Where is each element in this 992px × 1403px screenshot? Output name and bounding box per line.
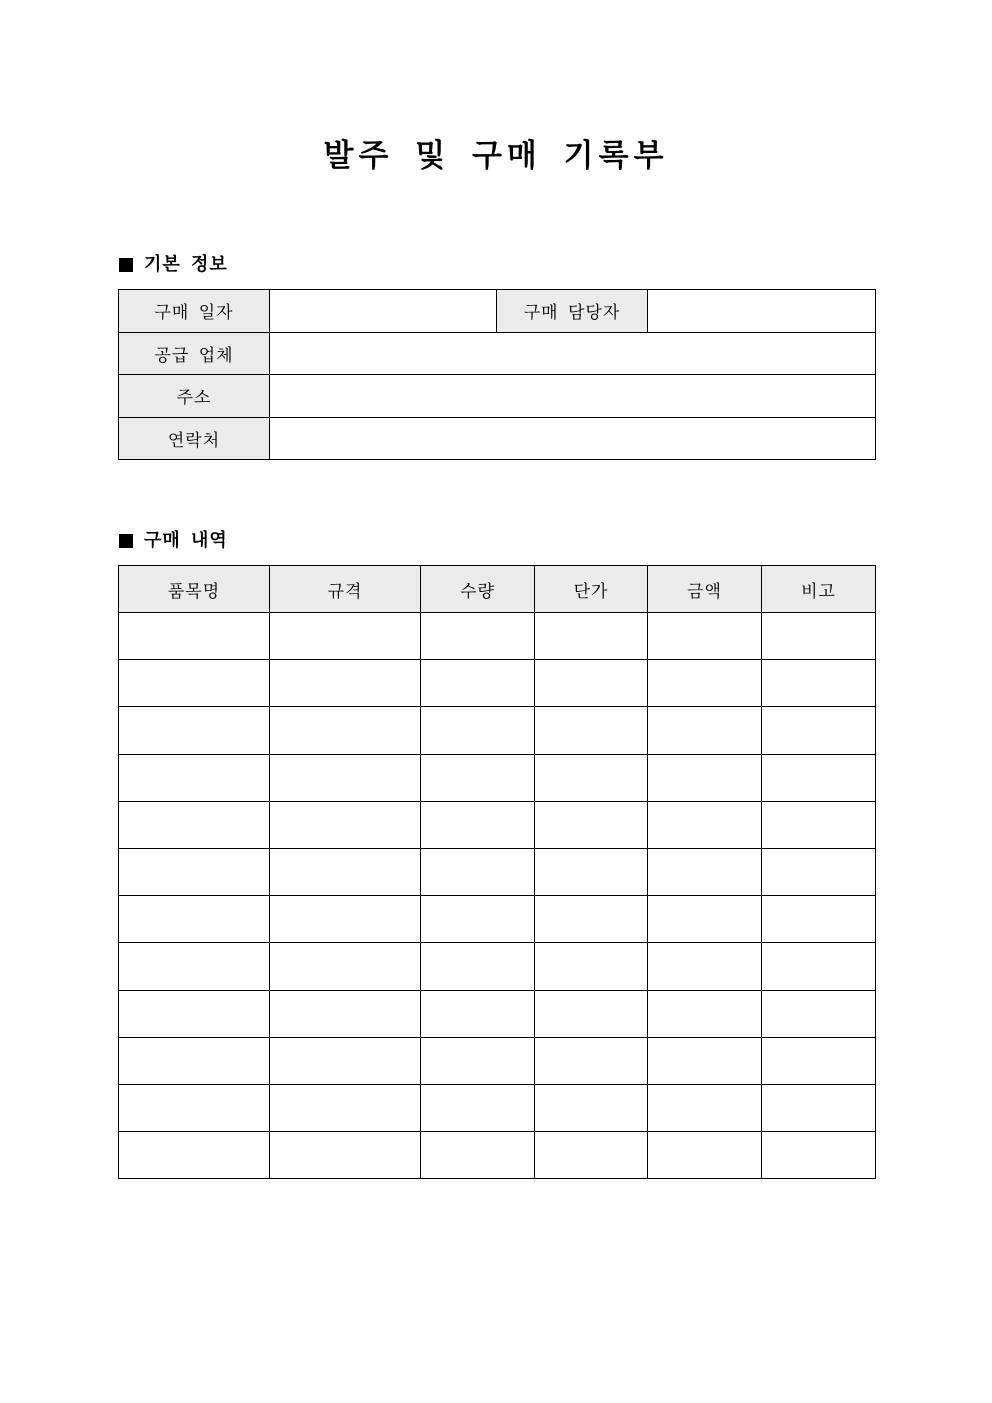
table-cell[interactable] xyxy=(421,754,535,801)
table-cell[interactable] xyxy=(119,896,270,943)
column-header-item-name: 품목명 xyxy=(119,566,270,613)
table-cell[interactable] xyxy=(421,660,535,707)
column-header-amount: 금액 xyxy=(648,566,762,613)
table-cell[interactable] xyxy=(762,990,876,1037)
purchase-details-table xyxy=(118,565,876,1179)
supplier-label: 공급 업체 xyxy=(119,332,270,375)
purchase-details-heading-label: 구매 내역 xyxy=(144,530,228,551)
table-cell[interactable] xyxy=(421,1132,535,1179)
table-cell[interactable] xyxy=(535,801,648,848)
table-row xyxy=(119,290,876,333)
table-cell[interactable] xyxy=(648,896,762,943)
supplier-field[interactable] xyxy=(270,332,876,375)
table-cell[interactable] xyxy=(648,1037,762,1084)
table-cell[interactable] xyxy=(270,943,421,990)
column-header-unit-price: 단가 xyxy=(535,566,648,613)
purchase-details-heading xyxy=(119,529,228,553)
table-cell[interactable] xyxy=(762,707,876,754)
table-cell[interactable] xyxy=(535,613,648,660)
table-cell[interactable] xyxy=(535,1084,648,1131)
table-row xyxy=(119,417,876,460)
table-row xyxy=(119,1037,876,1084)
table-cell[interactable] xyxy=(648,990,762,1037)
purchase-date-field[interactable] xyxy=(270,290,497,333)
table-cell[interactable] xyxy=(270,990,421,1037)
table-cell[interactable] xyxy=(270,613,421,660)
document-title: 발주 및 구매 기록부 xyxy=(323,138,669,174)
table-cell[interactable] xyxy=(119,1037,270,1084)
purchase-manager-field[interactable] xyxy=(648,290,876,333)
purchase-manager-label: 구매 담당자 xyxy=(497,290,648,333)
table-cell[interactable] xyxy=(762,896,876,943)
table-cell[interactable] xyxy=(119,801,270,848)
table-row xyxy=(119,896,876,943)
table-cell[interactable] xyxy=(119,660,270,707)
table-cell[interactable] xyxy=(762,660,876,707)
column-header-spec: 규격 xyxy=(270,566,421,613)
table-cell[interactable] xyxy=(270,754,421,801)
table-row xyxy=(119,332,876,375)
table-cell[interactable] xyxy=(648,1084,762,1131)
table-cell[interactable] xyxy=(421,990,535,1037)
table-cell[interactable] xyxy=(648,660,762,707)
address-label: 주소 xyxy=(119,375,270,418)
table-cell[interactable] xyxy=(762,1084,876,1131)
basic-info-heading xyxy=(119,253,228,277)
table-row xyxy=(119,1132,876,1179)
table-cell[interactable] xyxy=(648,943,762,990)
table-cell[interactable] xyxy=(270,848,421,895)
table-cell[interactable] xyxy=(535,660,648,707)
table-cell[interactable] xyxy=(270,1132,421,1179)
table-cell[interactable] xyxy=(270,801,421,848)
table-cell[interactable] xyxy=(535,1132,648,1179)
table-row xyxy=(119,613,876,660)
table-row xyxy=(119,707,876,754)
table-cell[interactable] xyxy=(535,707,648,754)
table-cell[interactable] xyxy=(762,1037,876,1084)
table-cell[interactable] xyxy=(648,801,762,848)
table-cell[interactable] xyxy=(762,613,876,660)
table-cell[interactable] xyxy=(762,1132,876,1179)
table-cell[interactable] xyxy=(119,1132,270,1179)
table-row xyxy=(119,990,876,1037)
contact-field[interactable] xyxy=(270,417,876,460)
table-cell[interactable] xyxy=(648,754,762,801)
table-row xyxy=(119,1084,876,1131)
table-cell[interactable] xyxy=(270,1037,421,1084)
address-field[interactable] xyxy=(270,375,876,418)
table-row xyxy=(119,375,876,418)
table-cell[interactable] xyxy=(762,848,876,895)
table-cell[interactable] xyxy=(421,1037,535,1084)
table-cell[interactable] xyxy=(421,613,535,660)
table-row xyxy=(119,943,876,990)
basic-info-table xyxy=(118,289,876,460)
table-cell[interactable] xyxy=(762,943,876,990)
contact-label: 연락처 xyxy=(119,417,270,460)
table-row xyxy=(119,660,876,707)
table-cell[interactable] xyxy=(119,613,270,660)
table-cell[interactable] xyxy=(421,707,535,754)
table-cell[interactable] xyxy=(535,896,648,943)
black-square-icon xyxy=(119,258,133,272)
table-row xyxy=(119,754,876,801)
table-cell[interactable] xyxy=(119,943,270,990)
table-cell[interactable] xyxy=(535,754,648,801)
table-cell[interactable] xyxy=(421,943,535,990)
table-cell[interactable] xyxy=(535,990,648,1037)
table-cell[interactable] xyxy=(270,660,421,707)
table-cell[interactable] xyxy=(270,1084,421,1131)
table-cell[interactable] xyxy=(119,990,270,1037)
column-header-quantity: 수량 xyxy=(421,566,535,613)
table-cell[interactable] xyxy=(648,1132,762,1179)
table-row xyxy=(119,801,876,848)
table-cell[interactable] xyxy=(535,848,648,895)
table-cell[interactable] xyxy=(762,754,876,801)
table-cell[interactable] xyxy=(535,1037,648,1084)
table-cell[interactable] xyxy=(648,707,762,754)
table-cell[interactable] xyxy=(762,801,876,848)
table-cell[interactable] xyxy=(270,707,421,754)
purchase-date-label: 구매 일자 xyxy=(119,290,270,333)
black-square-icon xyxy=(119,534,133,548)
column-header-remarks: 비고 xyxy=(762,566,876,613)
table-cell[interactable] xyxy=(648,848,762,895)
table-cell[interactable] xyxy=(421,896,535,943)
basic-info-heading-label: 기본 정보 xyxy=(144,254,228,275)
table-cell[interactable] xyxy=(648,613,762,660)
table-cell[interactable] xyxy=(535,943,648,990)
table-cell[interactable] xyxy=(421,848,535,895)
table-cell[interactable] xyxy=(119,707,270,754)
table-cell[interactable] xyxy=(421,1084,535,1131)
table-cell[interactable] xyxy=(119,848,270,895)
table-cell[interactable] xyxy=(270,896,421,943)
table-cell[interactable] xyxy=(421,801,535,848)
table-cell[interactable] xyxy=(119,754,270,801)
table-header-row xyxy=(119,566,876,613)
table-row xyxy=(119,848,876,895)
table-cell[interactable] xyxy=(119,1084,270,1131)
